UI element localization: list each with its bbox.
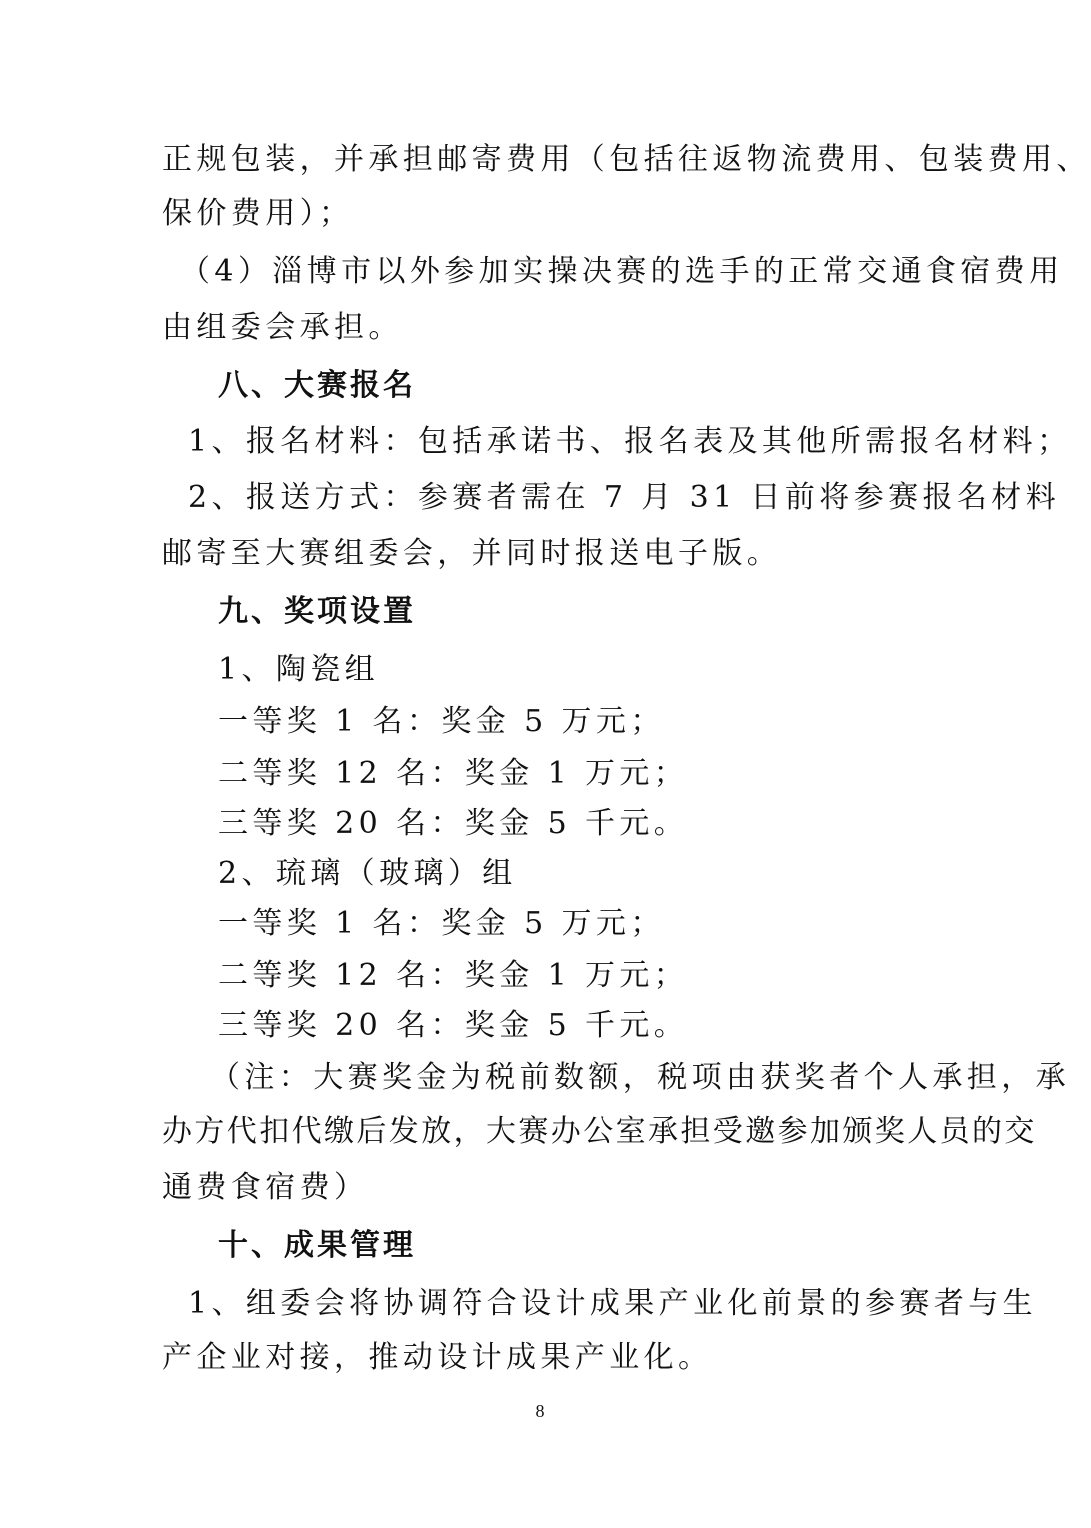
body-text-line: 由组委会承担。 xyxy=(162,310,403,345)
body-text-line: 1、组委会将协调符合设计成果产业化前景的参赛者与生 xyxy=(188,1286,1038,1321)
award-line: 一等奖 1 名：奖金 5 万元； xyxy=(218,906,665,941)
section-heading-awards: 九、奖项设置 xyxy=(218,594,416,629)
award-line: 三等奖 20 名：奖金 5 千元。 xyxy=(218,1008,689,1043)
body-text-line: 保价费用）； xyxy=(162,196,354,231)
body-text-line: 1、报名材料：包括承诺书、报名表及其他所需报名材料； xyxy=(188,424,1072,459)
award-line: 三等奖 20 名：奖金 5 千元。 xyxy=(218,806,689,841)
note-line: 通费食宿费） xyxy=(162,1170,369,1205)
award-line: 二等奖 12 名：奖金 1 万元； xyxy=(218,756,689,791)
page-number: 8 xyxy=(535,1401,545,1421)
note-line: （注：大赛奖金为税前数额，税项由获奖者个人承担，承 xyxy=(210,1060,1070,1095)
award-group-title: 1、陶瓷组 xyxy=(218,652,380,687)
award-line: 一等奖 1 名：奖金 5 万元； xyxy=(218,704,665,739)
body-text-line: 2、报送方式：参赛者需在 7 月 31 日前将参赛报名材料 xyxy=(188,480,1061,515)
body-text-line: 邮寄至大赛组委会，并同时报送电子版。 xyxy=(162,536,782,571)
award-group-title: 2、琉璃（玻璃）组 xyxy=(218,856,517,891)
body-text-line: （4）淄博市以外参加实操决赛的选手的正常交通食宿费用 xyxy=(180,254,1064,289)
body-text-line: 产企业对接，推动设计成果产业化。 xyxy=(162,1340,713,1375)
section-heading-results: 十、成果管理 xyxy=(218,1228,416,1263)
note-line: 办方代扣代缴后发放，大赛办公室承担受邀参加颁奖人员的交 xyxy=(162,1114,1037,1149)
award-line: 二等奖 12 名：奖金 1 万元； xyxy=(218,958,689,993)
section-heading-registration: 八、大赛报名 xyxy=(218,368,416,403)
body-text-line: 正规包装，并承担邮寄费用（包括往返物流费用、包装费用、 xyxy=(162,142,1091,177)
